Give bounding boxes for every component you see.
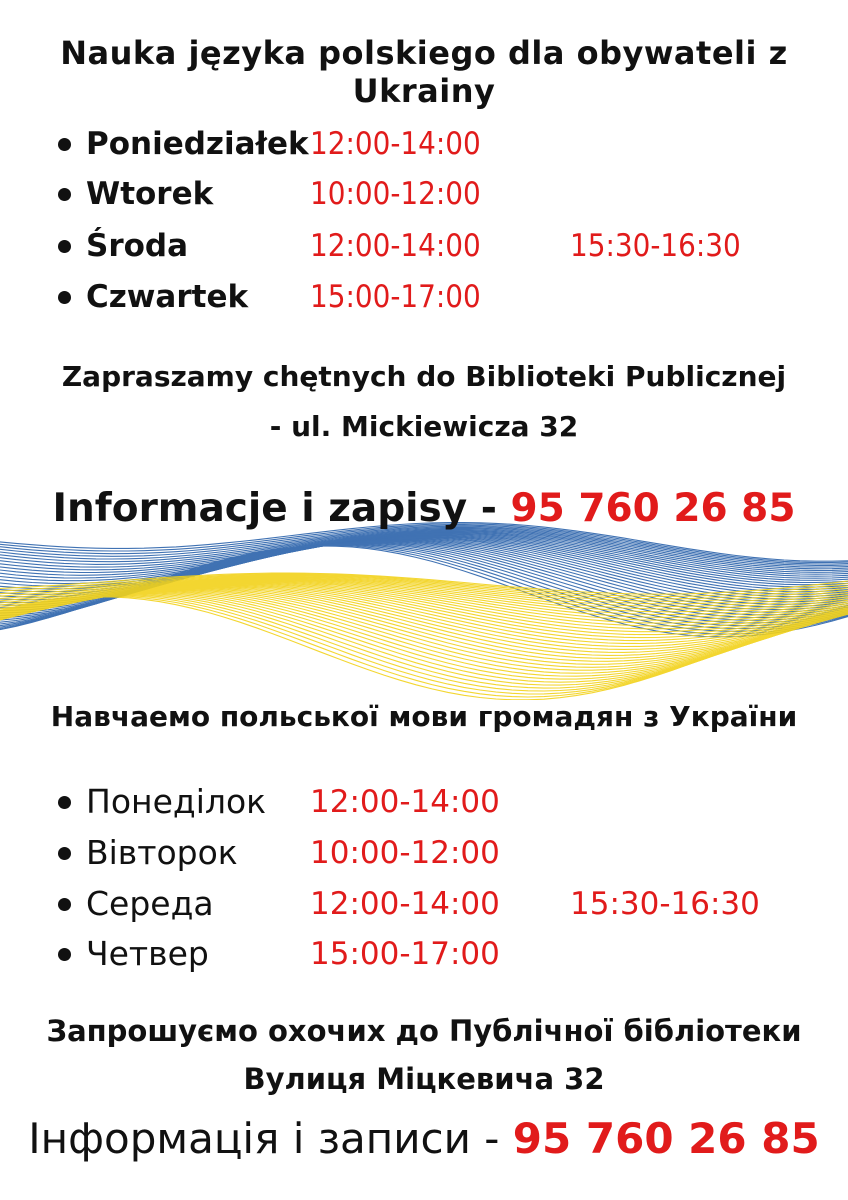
time-slot: 12:00-14:00 xyxy=(310,886,500,922)
bullet-icon xyxy=(58,240,71,253)
schedule-row-monday xyxy=(58,124,818,164)
ukrainian-title: Навчаемо польської мови громадян з України xyxy=(50,700,798,733)
polish-invite-line2: - ul. Mickiewicza 32 xyxy=(269,410,579,443)
schedule-row-wednesday xyxy=(58,226,818,266)
bullet-icon xyxy=(58,291,71,304)
phone-number: 95 760 26 85 xyxy=(510,486,796,531)
bullet-icon xyxy=(58,898,71,911)
time-slot: 10:00-12:00 xyxy=(310,176,481,212)
time-slot: 15:00-17:00 xyxy=(310,936,500,972)
bullet-icon xyxy=(58,138,71,151)
bullet-icon xyxy=(58,796,71,809)
time-slot: 12:00-14:00 xyxy=(310,784,500,820)
ukrainian-info-line xyxy=(0,1114,848,1163)
time-slot-second: 15:30-16:30 xyxy=(570,886,760,922)
day-label: Четвер xyxy=(86,934,209,973)
phone-number: 95 760 26 85 xyxy=(512,1114,820,1163)
day-label: Poniedziałek xyxy=(86,126,309,162)
schedule-row-wednesday xyxy=(58,884,818,924)
polish-invite-line1: Zapraszamy chętnych do Biblioteki Publicznej xyxy=(61,360,787,393)
info-label: Інформація і записи - xyxy=(28,1114,513,1163)
time-slot: 12:00-14:00 xyxy=(310,126,481,162)
time-slot-second: 15:30-16:30 xyxy=(570,228,741,264)
wave-line xyxy=(0,596,848,697)
day-label: Wtorek xyxy=(86,176,214,212)
time-slot: 15:00-17:00 xyxy=(310,279,481,315)
schedule-row-tuesday xyxy=(58,833,818,873)
schedule-row-thursday xyxy=(58,277,818,317)
polish-title: Nauka języka polskiego dla obywateli z Ukrainy xyxy=(60,34,788,110)
day-label: Понеділок xyxy=(86,782,267,821)
day-label: Середа xyxy=(86,884,214,923)
schedule-row-thursday xyxy=(58,934,818,974)
schedule-row-tuesday xyxy=(58,174,818,214)
ukrainian-invite-line1: Запрошуємо охочих до Публічної бібліотеки xyxy=(46,1014,802,1048)
day-label: Środa xyxy=(86,228,189,264)
day-label: Czwartek xyxy=(86,279,249,315)
day-label: Вівторок xyxy=(86,833,238,872)
bullet-icon xyxy=(58,847,71,860)
polish-info-line xyxy=(0,486,848,531)
schedule-row-monday xyxy=(58,782,818,822)
ukrainian-invite-line2: Вулиця Міцкевича 32 xyxy=(243,1062,605,1096)
bullet-icon xyxy=(58,948,71,961)
info-label: Informacje i zapisy - xyxy=(52,486,511,531)
time-slot: 12:00-14:00 xyxy=(310,228,481,264)
bullet-icon xyxy=(58,188,71,201)
time-slot: 10:00-12:00 xyxy=(310,835,500,871)
